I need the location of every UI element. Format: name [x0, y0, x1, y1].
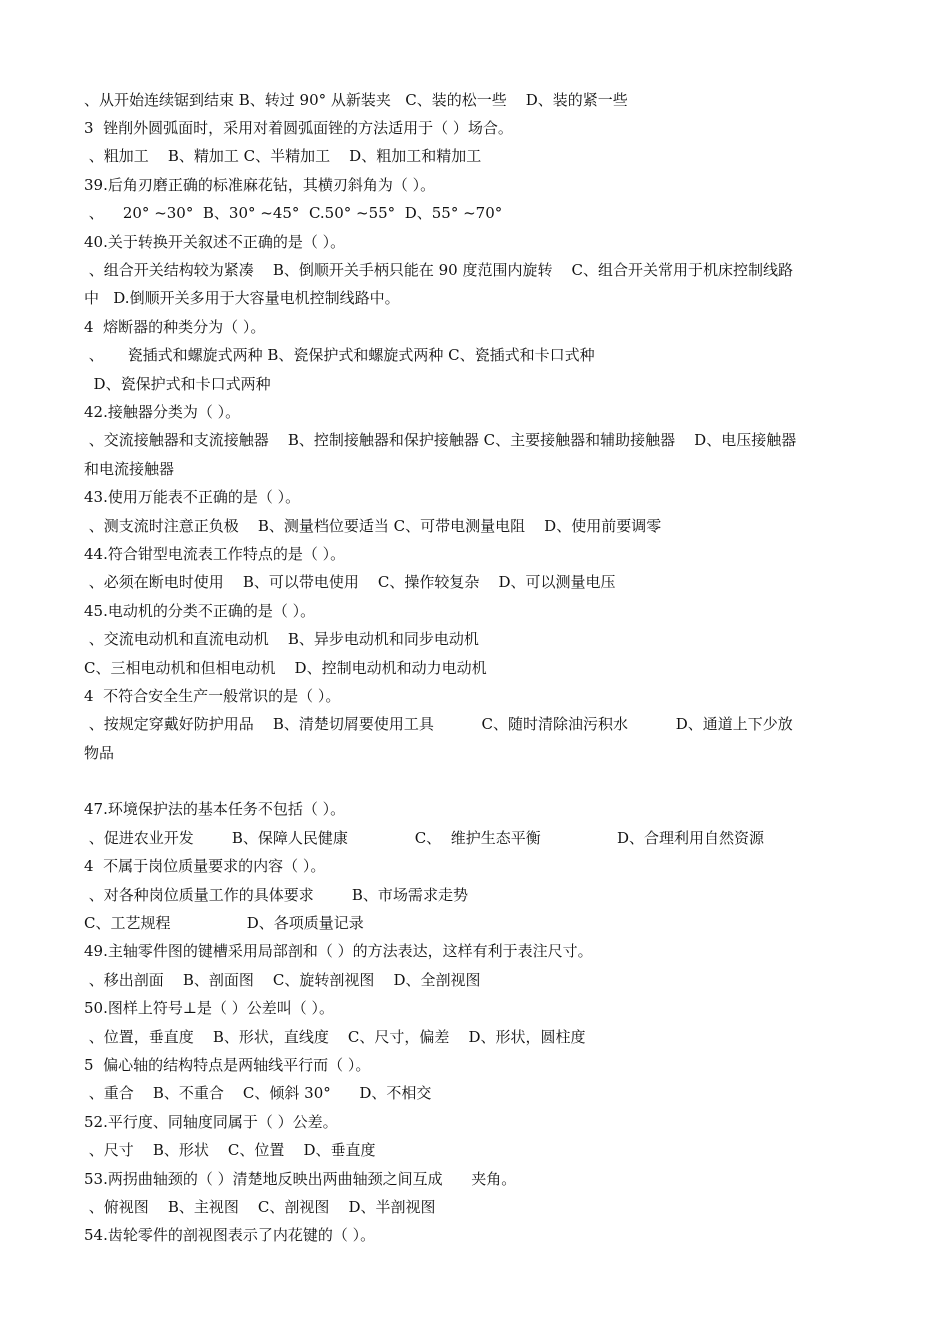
text-line: 45.电动机的分类不正确的是（ ）。 — [84, 602, 316, 620]
text-line: 、测支流时注意正负极 B、测量档位要适当 C、可带电测量电阻 D、使用前要调零 — [84, 517, 662, 535]
text-line: 、对各种岗位质量工作的具体要求 B、市场需求走势 — [84, 886, 468, 904]
text-line: 、 20° ~30° B、30° ~45° C.50° ~55° D、55° ~70° — [84, 204, 503, 222]
text-line: 、移出剖面 B、剖面图 C、旋转剖视图 D、全剖视图 — [84, 971, 481, 989]
text-line: 、组合开关结构较为紧凑 B、倒顺开关手柄只能在 90 度范围内旋转 C、组合开关常用于机床控制线路 — [84, 261, 794, 279]
text-line: 中 D.倒顺开关多用于大容量电机控制线路中。 — [84, 289, 400, 307]
text-line: 5 偏心轴的结构特点是两轴线平行而（ ）。 — [84, 1056, 371, 1074]
text-line: C、工艺规程 D、各项质量记录 — [84, 914, 364, 932]
text-line: 、位置，垂直度 B、形状，直线度 C、尺寸，偏差 D、形状，圆柱度 — [84, 1028, 586, 1046]
text-line: 3 锉削外圆弧面时，采用对着圆弧面锉的方法适用于（ ）场合。 — [84, 119, 513, 137]
text-line: 、交流接触器和支流接触器 B、控制接触器和保护接触器 C、主要接触器和辅助接触器 D、电压接触器 — [84, 431, 797, 449]
text-line: 53.两拐曲轴颈的（ ）清楚地反映出两曲轴颈之间互成 夹角。 — [84, 1170, 517, 1188]
text-line: 、必须在断电时使用 B、可以带电使用 C、操作较复杂 D、可以测量电压 — [84, 573, 616, 591]
text-line — [84, 767, 884, 795]
text-line: 、尺寸 B、形状 C、位置 D、垂直度 — [84, 1141, 376, 1159]
text-line: 、按规定穿戴好防护用品 B、清楚切屑要使用工具 C、随时清除油污积水 D、通道上下少放 — [84, 715, 793, 733]
text-line: 、 瓷插式和螺旋式两种 B、瓷保护式和螺旋式两种 C、瓷插式和卡口式种 — [84, 346, 595, 364]
text-line: 4 不属于岗位质量要求的内容（ ）。 — [84, 857, 326, 875]
text-line: 54.齿轮零件的剖视图表示了内花键的（ ）。 — [84, 1226, 376, 1244]
text-line: 物品 — [84, 744, 115, 762]
text-line: 4 熔断器的种类分为（ ）。 — [84, 318, 266, 336]
text-line: 52.平行度、同轴度同属于（ ）公差。 — [84, 1113, 338, 1131]
text-line: 42.接触器分类为（ ）。 — [84, 403, 241, 421]
text-line: 50.图样上符号⊥是（ ）公差叫（ ）。 — [84, 999, 334, 1017]
text-line: 、交流电动机和直流电动机 B、异步电动机和同步电动机 — [84, 630, 479, 648]
text-line: 4 不符合安全生产一般常识的是（ ）。 — [84, 687, 341, 705]
text-line: 43.使用万能表不正确的是（ ）。 — [84, 488, 301, 506]
text-line: 、俯视图 B、主视图 C、剖视图 D、半剖视图 — [84, 1198, 436, 1216]
text-line: 、促进农业开发 B、保障人民健康 C、 维护生态平衡 D、合理利用自然资源 — [84, 829, 765, 847]
text-line: C、三相电动机和但相电动机 D、控制电动机和动力电动机 — [84, 659, 487, 677]
text-line: 39.后角刃磨正确的标准麻花钻，其横刃斜角为（ ）。 — [84, 176, 436, 194]
text-line: 、粗加工 B、精加工 C、半精加工 D、粗加工和精加工 — [84, 147, 482, 165]
text-line: 44.符合钳型电流表工作特点的是（ ）。 — [84, 545, 346, 563]
text-line: 49.主轴零件图的键槽采用局部剖和（ ）的方法表达，这样有利于表注尺寸。 — [84, 942, 593, 960]
text-line: 、从开始连续锯到结束 B、转过 90° 从新装夹 C、装的松一些 D、装的紧一些 — [84, 91, 628, 109]
text-line: 、重合 B、不重合 C、倾斜 30° D、不相交 — [84, 1084, 432, 1102]
text-line: D、瓷保护式和卡口式两种 — [84, 375, 271, 393]
text-line: 和电流接触器 — [84, 460, 175, 478]
text-line: 40.关于转换开关叙述不正确的是（ ）。 — [84, 233, 346, 251]
text-line: 47.环境保护法的基本任务不包括（ ）。 — [84, 800, 346, 818]
